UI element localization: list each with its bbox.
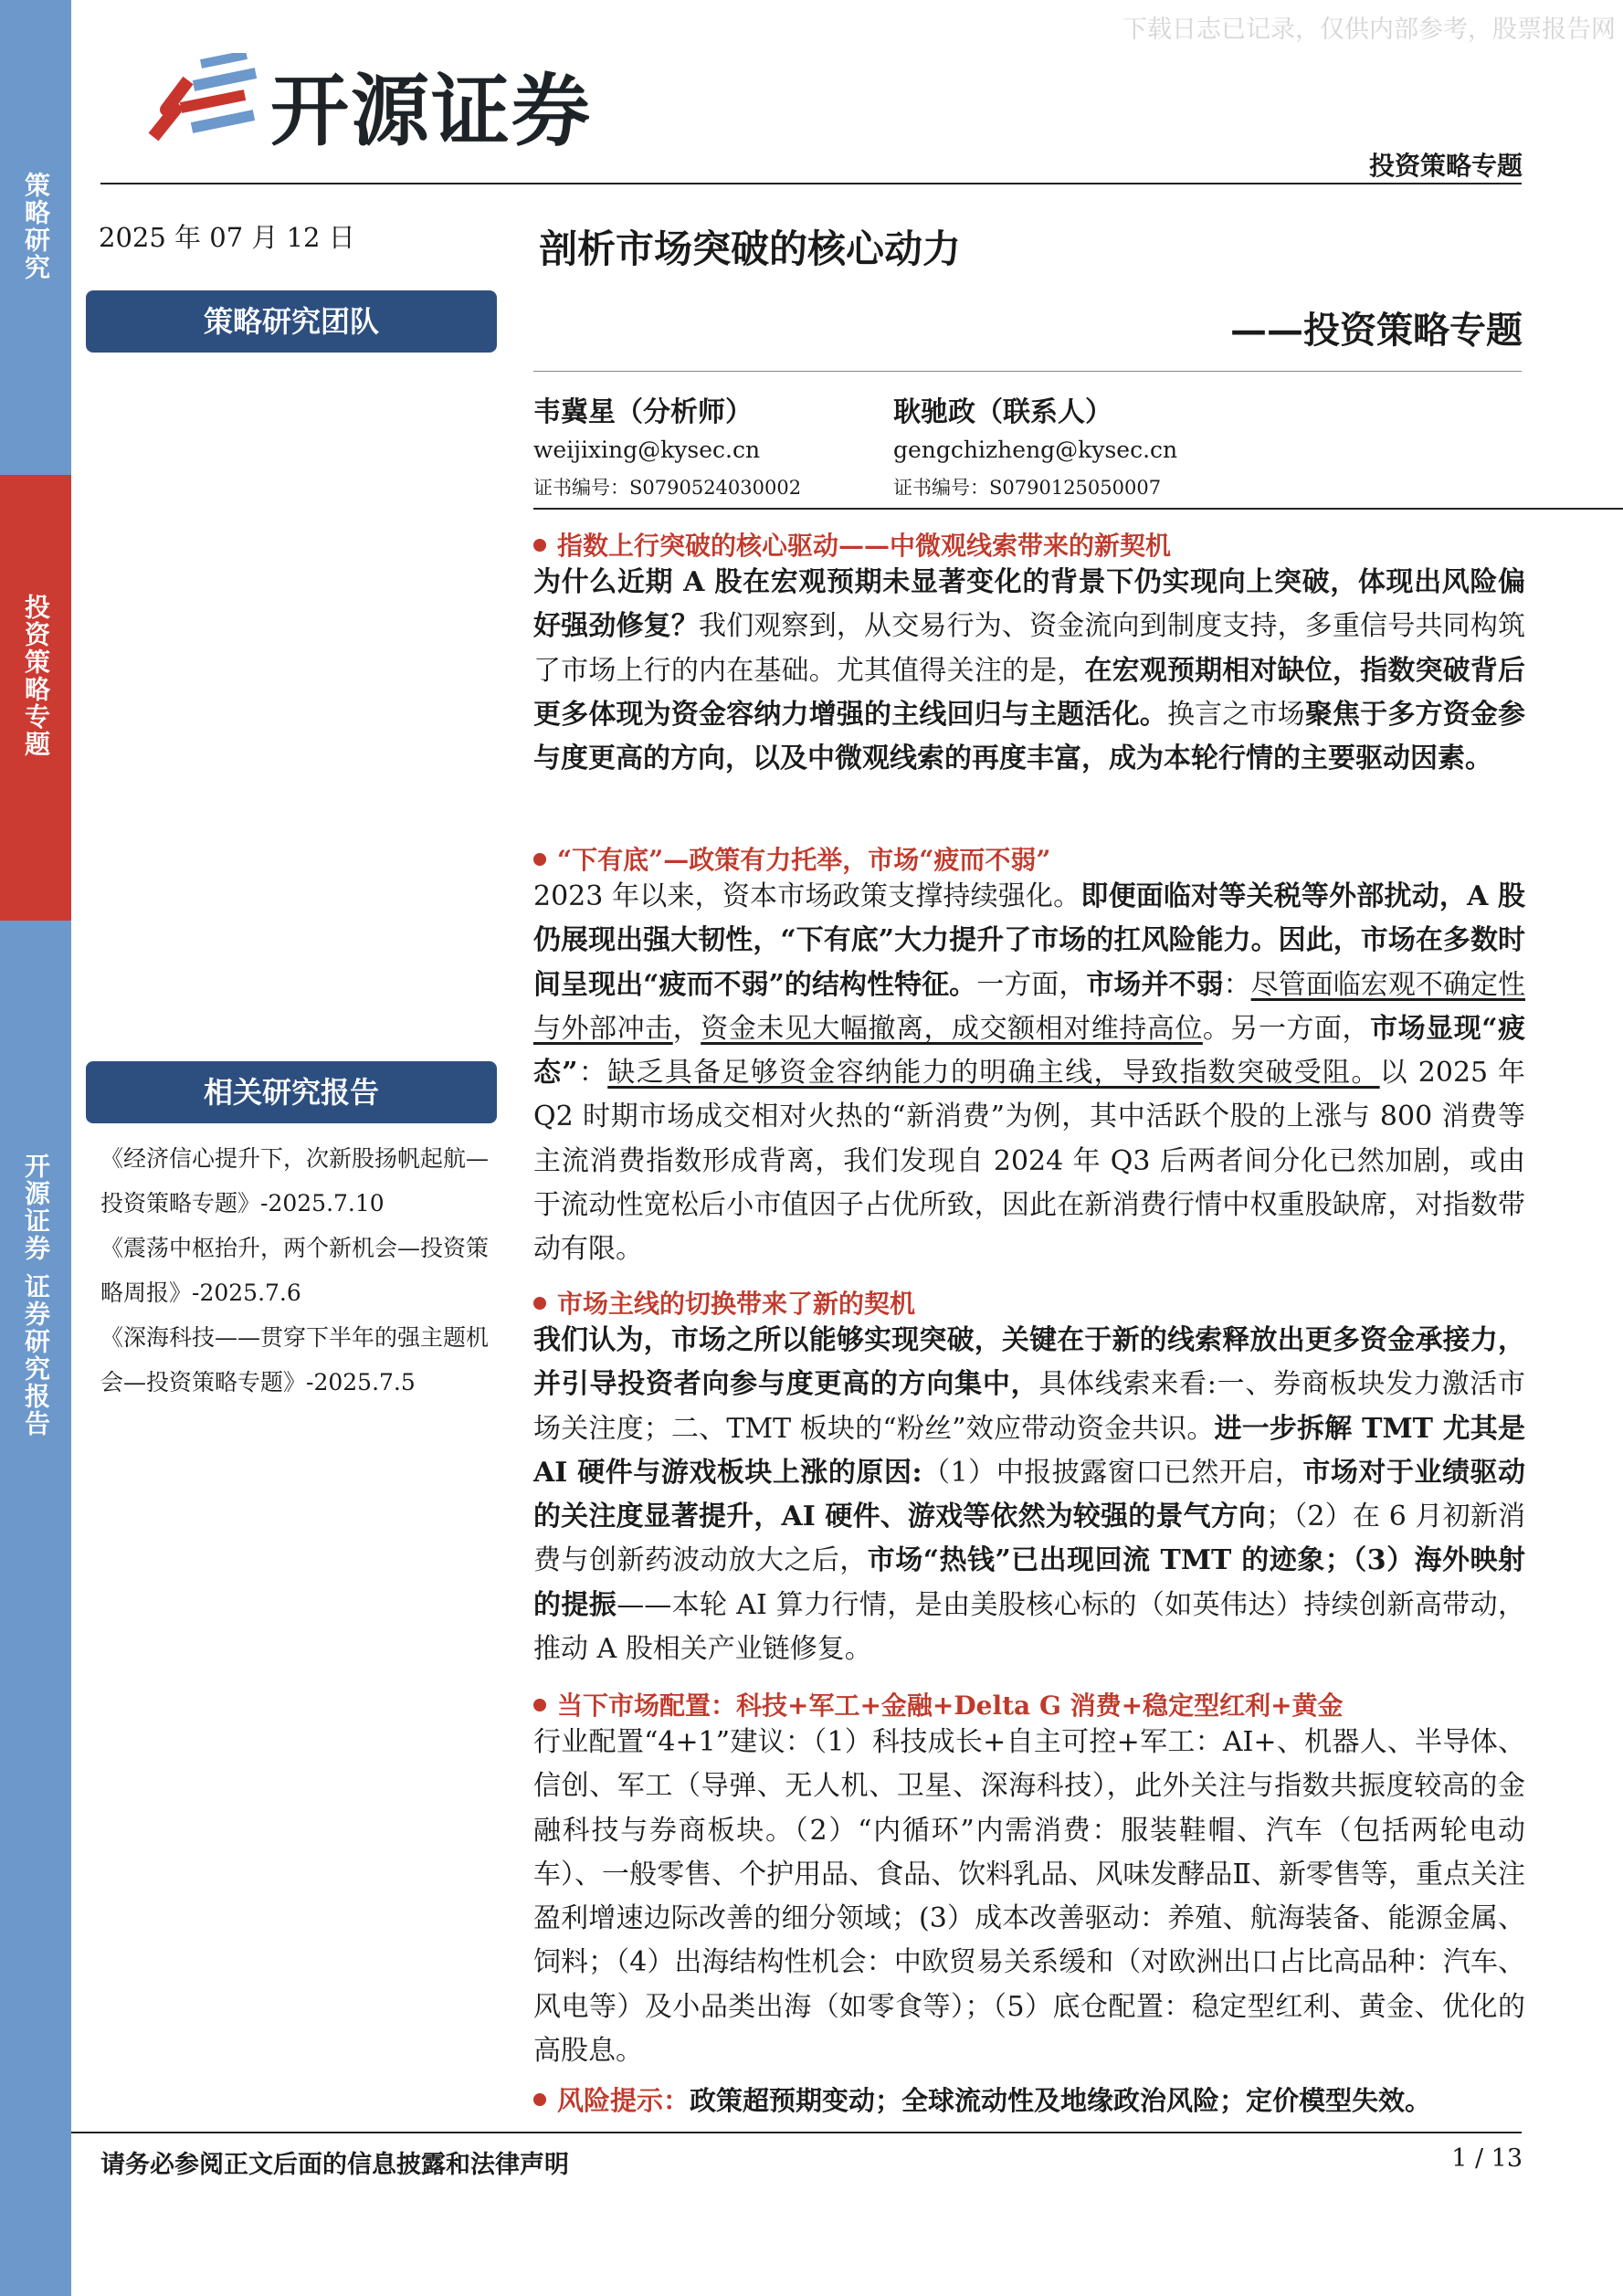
bullet-icon xyxy=(533,1699,546,1711)
sidebar-bottom-label: 开源证券 证券研究报告 xyxy=(21,1153,51,1438)
topic-label: 投资策略专题 xyxy=(1368,151,1523,181)
author-2-name: 耿驰政（联系人） xyxy=(893,396,1112,428)
section-2-body: 2023 年以来，资本市场政策支撑持续强化。即便面临对等关税等外部扰动，A 股仍展现出强大韧性，“下有底”大力提升了市场的扛风险能力。因此，市场在多数时间呈现出“疲而不弱”的结构性特征。一方面，市场并不弱：尽管面临宏观不确定性与外部冲击，资金未见大幅撤离，成交额相对维持高位。另一方面，市场显现“疲态”：缺乏具备足够资金容纳能力的明确主线，导致指数突破受阻。以 2025 年 Q2 时期市场成交相对火热的“新消费”为例，其中活跃个股的上涨与 800 消费等主流消费指数形成背离，我们发现自 2024 年 Q3 后两者间分化已然加剧，或由于流动性宽松后小市值因子占优所致，因此在新消费行情中权重股缺席，对指数带动有限。 xyxy=(533,880,1526,1266)
page-number: 1 / 13 xyxy=(1451,2144,1523,2173)
related-reports-label: 相关研究报告 xyxy=(86,1061,497,1123)
brand-logo-icon xyxy=(144,53,263,144)
bullet-icon xyxy=(533,853,546,866)
section-2-heading: “下有底”—政策有力托举，市场“疲而不弱” xyxy=(533,840,1050,877)
related-report-list xyxy=(100,1136,502,1405)
section-3-body: 我们认为，市场之所以能够实现突破，关键在于新的线索释放出更多资金承接力，并引导投资者向参与度更高的方向集中，具体线索来看:一、券商板块发力激活市场关注度；二、TMT 板块的“粉丝”效应带动资金共识。进一步拆解 TMT 尤其是 AI 硬件与游戏板块上涨的原因:（1）中报披露窗口已然开启，市场对于业绩驱动的关注度显著提升，AI 硬件、游戏等依然为较强的景气方向；（2）在 6 月初新消费与创新药波动放大之后，市场“热钱”已出现回流 TMT 的迹象；（3）海外映射的提振——本轮 AI 算力行情，是由美股核心标的（如英伟达）持续创新高带动，推动 A 股相关产业链修复。 xyxy=(533,1324,1526,1666)
sidebar-mid-label: 投资策略专题 xyxy=(21,594,51,758)
footer-divider xyxy=(71,2132,1522,2133)
risk-warning: 风险提示：政策超预期变动；全球流动性及地缘政治风险；定价模型失效。 xyxy=(533,2080,1431,2118)
footer-disclaimer: 请务必参阅正文后面的信息披露和法律声明 xyxy=(100,2151,569,2179)
related-report-item[interactable]: 《深海科技——贯穿下半年的强主题机会—投资策略专题》-2025.7.5 xyxy=(100,1324,490,1396)
related-report-item[interactable]: 《震荡中枢抬升，两个新机会—投资策略周报》-2025.7.6 xyxy=(100,1235,490,1306)
section-3-heading: 市场主线的切换带来了新的契机 xyxy=(533,1284,915,1321)
subtitle-divider xyxy=(533,371,1522,372)
section-1-heading: 指数上行突破的核心驱动——中微观线索带来的新契机 xyxy=(533,526,1171,563)
sidebar-top-label: 策略研究 xyxy=(21,172,51,281)
author-2-cert: 证书编号：S0790125050007 xyxy=(893,477,1162,499)
bullet-icon xyxy=(533,1297,546,1310)
author-1-email[interactable]: weijixing@kysec.cn xyxy=(533,437,761,463)
section-1-body: 为什么近期 A 股在宏观预期未显著变化的背景下仍实现向上突破，体现出风险偏好强劲修复？我们观察到，从交易行为、资金流向到制度支持，多重信号共同构筑了市场上行的内在基础。尤其值得关注的是，在宏观预期相对缺位，指数突破背后更多体现为资金容纳力增强的主线回归与主题活化。换言之市场聚焦于多方资金参与度更高的方向，以及中微观线索的再度丰富，成为本轮行情的主要驱动因素。 xyxy=(533,566,1526,775)
section-4-body: 行业配置“4+1”建议：（1）科技成长+自主可控+军工：AI+、机器人、半导体、信创、军工（导弹、无人机、卫星、深海科技），此外关注与指数共振度较高的金融科技与券商板块。（2）“内循环”内需消费：服装鞋帽、汽车（包括两轮电动车）、一般零售、个护用品、食品、饮料乳品、风味发酵品Ⅱ、新零售等，重点关注盈利增速边际改善的细分领域；(3）成本改善驱动：养殖、航海装备、能源金属、饲料；（4）出海结构性机会：中欧贸易关系缓和（对欧洲出口占比高品种：汽车、风电等）及小品类出海（如零食等）；（5）底仓配置：稳定型红利、黄金、优化的高股息。 xyxy=(533,1726,1525,2068)
author-1-name: 韦冀星（分析师） xyxy=(533,396,753,428)
report-subtitle: ——投资策略专题 xyxy=(1230,309,1523,352)
header-divider xyxy=(100,183,1522,184)
brand-name: 开源证券 xyxy=(270,66,592,157)
report-title: 剖析市场突破的核心动力 xyxy=(539,226,962,271)
sidebar-bottom-band xyxy=(0,921,71,2296)
related-report-item[interactable]: 《经济信心提升下，次新股扬帆起航—投资策略专题》-2025.7.10 xyxy=(100,1145,490,1216)
watermark: 下载日志已记录，仅供内部参考，股票报告网 xyxy=(1122,16,1616,44)
section-4-heading: 当下市场配置：科技+军工+金融+Delta G 消费+稳定型红利+黄金 xyxy=(533,1686,1344,1722)
bullet-icon xyxy=(533,539,546,552)
report-date: 2025 年 07 月 12 日 xyxy=(99,222,355,253)
bullet-icon xyxy=(533,2093,546,2106)
author-2-email[interactable]: gengchizheng@kysec.cn xyxy=(893,437,1178,463)
author-divider xyxy=(533,508,1623,510)
author-1-cert: 证书编号：S0790524030002 xyxy=(533,477,802,499)
team-label: 策略研究团队 xyxy=(86,290,497,353)
